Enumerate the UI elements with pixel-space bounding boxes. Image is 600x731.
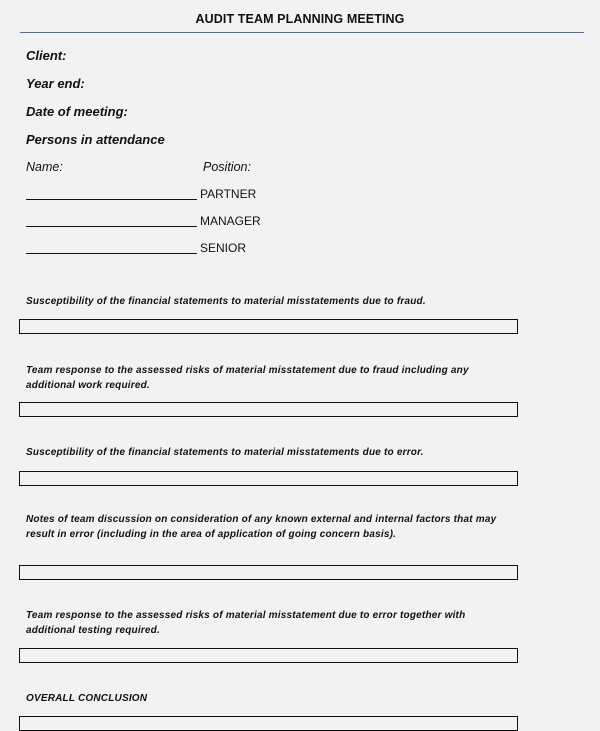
year-end-label: Year end: (26, 76, 85, 91)
persons-in-attendance-label: Persons in attendance (26, 132, 165, 147)
role-senior: SENIOR (200, 241, 247, 255)
position-column-header: Position: (203, 160, 251, 174)
page-title: AUDIT TEAM PLANNING MEETING (195, 12, 405, 26)
section-error-susceptibility: Susceptibility of the financial statements to material misstatements due to error. (26, 447, 424, 458)
role-partner: PARTNER (200, 187, 257, 201)
date-of-meeting-label: Date of meeting: (26, 104, 128, 119)
partner-name-line[interactable] (26, 199, 197, 200)
error-susceptibility-input[interactable] (19, 471, 518, 486)
section-overall-conclusion: OVERALL CONCLUSION (26, 693, 148, 704)
section-fraud-response: Team response to the assessed risks of material misstatement due to fraud including any additional work required. (26, 365, 469, 391)
overall-conclusion-input[interactable] (19, 716, 518, 731)
title-divider (20, 32, 584, 33)
error-response-input[interactable] (19, 648, 518, 663)
manager-name-line[interactable] (26, 226, 197, 227)
name-column-header: Name: (26, 160, 63, 174)
section-fraud-susceptibility: Susceptibility of the financial statements to material misstatements due to fraud. (26, 296, 426, 307)
team-discussion-input[interactable] (19, 565, 518, 580)
section-error-response: Team response to the assessed risks of material misstatement due to error together with additional testing required. (26, 610, 466, 636)
fraud-susceptibility-input[interactable] (19, 319, 518, 334)
fraud-response-input[interactable] (19, 402, 518, 417)
section-team-discussion-notes: Notes of team discussion on consideration of any known external and internal factors that may result in error (including in the area of application of going concern basis). (26, 514, 497, 540)
client-label: Client: (26, 48, 67, 63)
senior-name-line[interactable] (26, 253, 197, 254)
role-manager: MANAGER (200, 214, 261, 228)
